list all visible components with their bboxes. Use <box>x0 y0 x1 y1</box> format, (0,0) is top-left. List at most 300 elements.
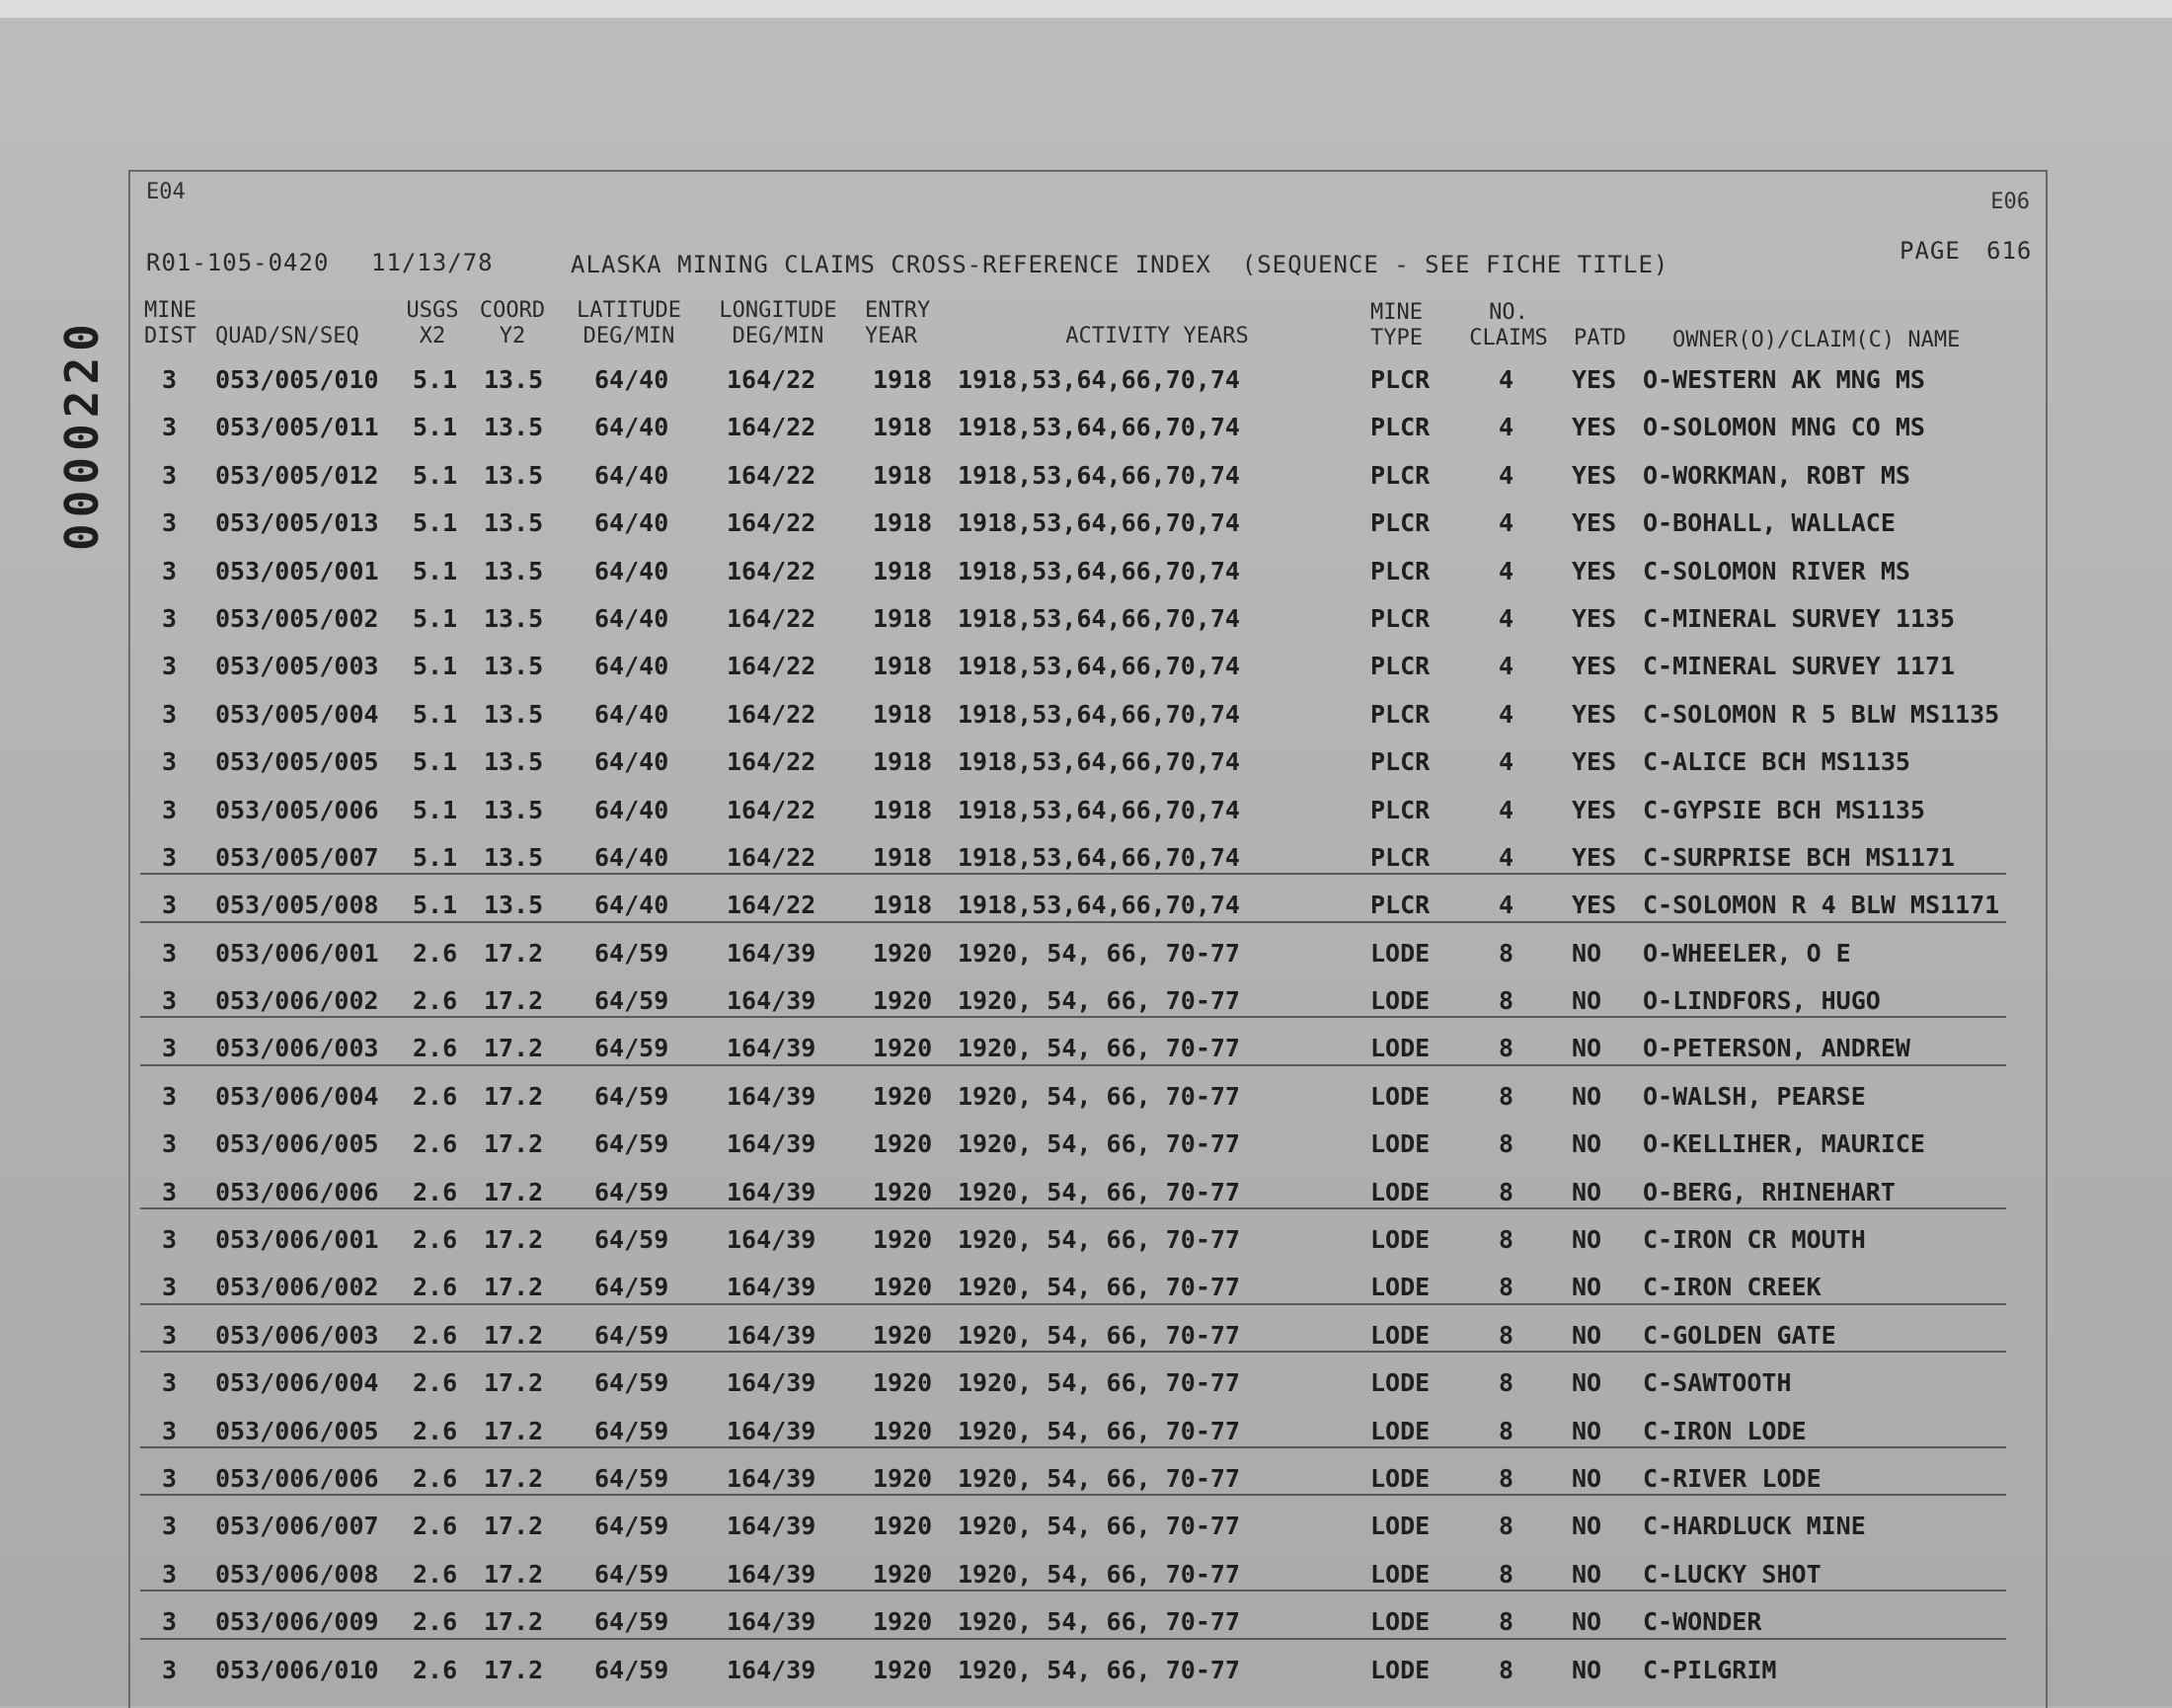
no-claims-cell: 8 <box>1499 1655 1514 1684</box>
longitude-cell: 164/39 <box>727 1416 816 1445</box>
longitude-cell: 164/39 <box>727 1273 816 1302</box>
quad-cell: 053/005/007 <box>215 842 379 872</box>
patd-cell: YES <box>1572 556 1617 585</box>
owner-claim-name-cell: C-GOLDEN GATE <box>1643 1320 1836 1350</box>
mine-type-cell: LODE <box>1370 1416 1431 1445</box>
owner-claim-name-cell: C-WONDER <box>1643 1607 1762 1637</box>
longitude-cell: 164/39 <box>727 1607 816 1637</box>
table-row <box>130 1026 2046 1073</box>
entry-year-cell: 1920 <box>873 1320 933 1350</box>
quad-cell: 053/005/004 <box>215 699 379 729</box>
quad-cell: 053/006/003 <box>215 1034 379 1063</box>
activity-years-cell: 1920, 54, 66, 70-77 <box>958 1655 1240 1684</box>
mine-dist-cell: 3 <box>162 1225 178 1255</box>
x2-cell: 2.6 <box>413 1129 458 1159</box>
latitude-cell: 64/40 <box>594 652 669 681</box>
patd-cell: YES <box>1572 413 1617 442</box>
mine-dist-cell: 3 <box>162 699 178 729</box>
owner-claim-name-cell: C-RIVER LODE <box>1643 1463 1822 1493</box>
activity-years-cell: 1918,53,64,66,70,74 <box>958 603 1240 633</box>
longitude-cell: 164/39 <box>727 1368 816 1398</box>
col-entry-year: ENTRY YEAR <box>865 298 931 349</box>
patd-cell: YES <box>1572 365 1617 394</box>
x2-cell: 2.6 <box>413 1273 458 1302</box>
owner-claim-name-cell: C-GYPSIE BCH MS1135 <box>1643 795 1925 824</box>
mine-type-cell: PLCR <box>1370 365 1431 394</box>
entry-year-cell: 1918 <box>873 508 933 538</box>
y2-cell: 17.2 <box>484 1607 544 1637</box>
x2-cell: 5.1 <box>413 603 458 633</box>
table-row <box>130 883 2046 930</box>
report-title: ALASKA MINING CLAIMS CROSS-REFERENCE INDEX (SEQUENCE - SEE FICHE TITLE) <box>571 251 1669 278</box>
quad-cell: 053/006/005 <box>215 1129 379 1159</box>
activity-years-cell: 1920, 54, 66, 70-77 <box>958 1416 1240 1445</box>
y2-cell: 13.5 <box>484 842 544 872</box>
latitude-cell: 64/40 <box>594 795 669 824</box>
col-x2: USGS X2 <box>406 298 459 349</box>
no-claims-cell: 8 <box>1499 1512 1514 1541</box>
y2-cell: 13.5 <box>484 365 544 394</box>
longitude-cell: 164/22 <box>727 413 816 442</box>
activity-years-cell: 1920, 54, 66, 70-77 <box>958 1559 1240 1589</box>
entry-year-cell: 1920 <box>873 1177 933 1206</box>
mine-type-cell: PLCR <box>1370 603 1431 633</box>
quad-cell: 053/006/002 <box>215 986 379 1016</box>
entry-year-cell: 1918 <box>873 556 933 585</box>
no-claims-cell: 4 <box>1499 747 1514 777</box>
table-row <box>130 1648 2046 1695</box>
y2-cell: 13.5 <box>484 747 544 777</box>
no-claims-cell: 4 <box>1499 413 1514 442</box>
x2-cell: 5.1 <box>413 795 458 824</box>
no-claims-cell: 4 <box>1499 699 1514 729</box>
mine-type-cell: PLCR <box>1370 413 1431 442</box>
entry-year-cell: 1918 <box>873 652 933 681</box>
no-claims-cell: 8 <box>1499 1034 1514 1063</box>
no-claims-cell: 8 <box>1499 1368 1514 1398</box>
latitude-cell: 64/40 <box>594 891 669 920</box>
longitude-cell: 164/22 <box>727 652 816 681</box>
latitude-cell: 64/59 <box>594 1655 669 1684</box>
owner-claim-name-cell: C-MINERAL SURVEY 1135 <box>1643 603 1956 633</box>
entry-year-cell: 1918 <box>873 460 933 490</box>
mine-type-cell: PLCR <box>1370 460 1431 490</box>
owner-claim-name-cell: C-IRON LODE <box>1643 1416 1807 1445</box>
no-claims-cell: 4 <box>1499 891 1514 920</box>
owner-claim-name-cell: O-BERG, RHINEHART <box>1643 1177 1896 1206</box>
table-row <box>130 931 2046 978</box>
table-row <box>130 644 2046 691</box>
no-claims-cell: 4 <box>1499 603 1514 633</box>
mine-dist-cell: 3 <box>162 1655 178 1684</box>
mine-dist-cell: 3 <box>162 508 178 538</box>
quad-cell: 053/005/003 <box>215 652 379 681</box>
patd-cell: NO <box>1572 1081 1602 1111</box>
quad-cell: 053/005/012 <box>215 460 379 490</box>
longitude-cell: 164/39 <box>727 1225 816 1255</box>
longitude-cell: 164/22 <box>727 556 816 585</box>
patd-cell: NO <box>1572 1512 1602 1541</box>
table-row <box>130 1313 2046 1360</box>
no-claims-cell: 8 <box>1499 1559 1514 1589</box>
patd-cell: NO <box>1572 1177 1602 1206</box>
no-claims-cell: 8 <box>1499 938 1514 968</box>
mine-dist-cell: 3 <box>162 1559 178 1589</box>
activity-years-cell: 1920, 54, 66, 70-77 <box>958 1463 1240 1493</box>
owner-claim-name-cell: O-LINDFORS, HUGO <box>1643 986 1881 1016</box>
patd-cell: YES <box>1572 460 1617 490</box>
mine-type-cell: LODE <box>1370 1368 1431 1398</box>
mine-dist-cell: 3 <box>162 842 178 872</box>
activity-years-cell: 1918,53,64,66,70,74 <box>958 747 1240 777</box>
patd-cell: YES <box>1572 699 1617 729</box>
owner-claim-name-cell: C-SURPRISE BCH MS1171 <box>1643 842 1956 872</box>
owner-claim-name-cell: O-SOLOMON MNG CO MS <box>1643 413 1925 442</box>
mine-type-cell: LODE <box>1370 1034 1431 1063</box>
mine-dist-cell: 3 <box>162 986 178 1016</box>
mine-dist-cell: 3 <box>162 747 178 777</box>
quad-cell: 053/005/005 <box>215 747 379 777</box>
x2-cell: 2.6 <box>413 1416 458 1445</box>
entry-year-cell: 1918 <box>873 413 933 442</box>
patd-cell: YES <box>1572 842 1617 872</box>
x2-cell: 2.6 <box>413 1225 458 1255</box>
activity-years-cell: 1918,53,64,66,70,74 <box>958 556 1240 585</box>
x2-cell: 5.1 <box>413 365 458 394</box>
mine-dist-cell: 3 <box>162 365 178 394</box>
entry-year-cell: 1920 <box>873 1225 933 1255</box>
owner-claim-name-cell: C-ALICE BCH MS1135 <box>1643 747 1910 777</box>
corner-mark-left: E04 <box>146 180 186 204</box>
quad-cell: 053/006/001 <box>215 1225 379 1255</box>
patd-cell: NO <box>1572 1225 1602 1255</box>
mine-dist-cell: 3 <box>162 652 178 681</box>
y2-cell: 17.2 <box>484 1034 544 1063</box>
patd-cell: NO <box>1572 1416 1602 1445</box>
no-claims-cell: 8 <box>1499 1463 1514 1493</box>
owner-claim-name-cell: C-LUCKY SHOT <box>1643 1559 1822 1589</box>
owner-claim-name-cell: C-MINERAL SURVEY 1171 <box>1643 652 1956 681</box>
quad-cell: 053/006/008 <box>215 1559 379 1589</box>
table-row <box>130 1217 2046 1265</box>
owner-claim-name-cell: C-HARDLUCK MINE <box>1643 1512 1866 1541</box>
quad-cell: 053/006/001 <box>215 938 379 968</box>
latitude-cell: 64/59 <box>594 1225 669 1255</box>
no-claims-cell: 8 <box>1499 1320 1514 1350</box>
mine-dist-cell: 3 <box>162 1034 178 1063</box>
table-row <box>130 1552 2046 1599</box>
latitude-cell: 64/40 <box>594 365 669 394</box>
activity-years-cell: 1920, 54, 66, 70-77 <box>958 1512 1240 1541</box>
activity-years-cell: 1920, 54, 66, 70-77 <box>958 1607 1240 1637</box>
table-row <box>130 739 2046 787</box>
patd-cell: YES <box>1572 652 1617 681</box>
x2-cell: 2.6 <box>413 1512 458 1541</box>
x2-cell: 5.1 <box>413 652 458 681</box>
y2-cell: 13.5 <box>484 699 544 729</box>
no-claims-cell: 4 <box>1499 556 1514 585</box>
no-claims-cell: 4 <box>1499 460 1514 490</box>
activity-years-cell: 1918,53,64,66,70,74 <box>958 652 1240 681</box>
y2-cell: 17.2 <box>484 938 544 968</box>
x2-cell: 5.1 <box>413 508 458 538</box>
x2-cell: 5.1 <box>413 699 458 729</box>
longitude-cell: 164/39 <box>727 1177 816 1206</box>
col-y2: COORD Y2 <box>479 298 546 349</box>
mine-type-cell: LODE <box>1370 1607 1431 1637</box>
mine-type-cell: LODE <box>1370 1512 1431 1541</box>
y2-cell: 17.2 <box>484 1463 544 1493</box>
page-label: PAGE <box>1900 237 1961 265</box>
owner-claim-name-cell: C-PILGRIM <box>1643 1655 1777 1684</box>
entry-year-cell: 1918 <box>873 747 933 777</box>
latitude-cell: 64/59 <box>594 986 669 1016</box>
owner-claim-name-cell: O-WORKMAN, ROBT MS <box>1643 460 1910 490</box>
mine-type-cell: LODE <box>1370 1463 1431 1493</box>
patd-cell: NO <box>1572 1320 1602 1350</box>
quad-cell: 053/006/006 <box>215 1177 379 1206</box>
quad-cell: 053/005/013 <box>215 508 379 538</box>
x2-cell: 2.6 <box>413 1320 458 1350</box>
patd-cell: NO <box>1572 1559 1602 1589</box>
longitude-cell: 164/22 <box>727 603 816 633</box>
no-claims-cell: 8 <box>1499 1225 1514 1255</box>
col-no-claims: NO. CLAIMS <box>1469 300 1548 350</box>
entry-year-cell: 1920 <box>873 986 933 1016</box>
longitude-cell: 164/22 <box>727 699 816 729</box>
table-row <box>130 835 2046 883</box>
owner-claim-name-cell: O-WHEELER, O E <box>1643 938 1851 968</box>
patd-cell: NO <box>1572 1368 1602 1398</box>
mine-type-cell: PLCR <box>1370 747 1431 777</box>
x2-cell: 2.6 <box>413 1034 458 1063</box>
mine-type-cell: PLCR <box>1370 652 1431 681</box>
longitude-cell: 164/39 <box>727 1320 816 1350</box>
longitude-cell: 164/22 <box>727 842 816 872</box>
mine-type-cell: PLCR <box>1370 795 1431 824</box>
table-row <box>130 1122 2046 1169</box>
mine-type-cell: LODE <box>1370 1273 1431 1302</box>
no-claims-cell: 8 <box>1499 1273 1514 1302</box>
y2-cell: 17.2 <box>484 1129 544 1159</box>
y2-cell: 17.2 <box>484 1273 544 1302</box>
latitude-cell: 64/59 <box>594 1273 669 1302</box>
entry-year-cell: 1920 <box>873 1463 933 1493</box>
y2-cell: 17.2 <box>484 986 544 1016</box>
patd-cell: YES <box>1572 891 1617 920</box>
activity-years-cell: 1920, 54, 66, 70-77 <box>958 1177 1240 1206</box>
mine-dist-cell: 3 <box>162 556 178 585</box>
longitude-cell: 164/39 <box>727 986 816 1016</box>
mine-dist-cell: 3 <box>162 413 178 442</box>
quad-cell: 053/006/010 <box>215 1655 379 1684</box>
printout-sheet <box>128 170 2048 1708</box>
latitude-cell: 64/59 <box>594 1129 669 1159</box>
y2-cell: 13.5 <box>484 603 544 633</box>
col-mine-type: MINE TYPE <box>1370 300 1423 350</box>
y2-cell: 17.2 <box>484 1368 544 1398</box>
entry-year-cell: 1920 <box>873 1559 933 1589</box>
mine-dist-cell: 3 <box>162 1463 178 1493</box>
table-row <box>130 596 2046 644</box>
latitude-cell: 64/40 <box>594 842 669 872</box>
mine-dist-cell: 3 <box>162 1129 178 1159</box>
mine-dist-cell: 3 <box>162 891 178 920</box>
mine-type-cell: LODE <box>1370 938 1431 968</box>
quad-cell: 053/005/008 <box>215 891 379 920</box>
x2-cell: 5.1 <box>413 747 458 777</box>
patd-cell: NO <box>1572 1655 1602 1684</box>
x2-cell: 2.6 <box>413 1081 458 1111</box>
mine-dist-cell: 3 <box>162 1320 178 1350</box>
x2-cell: 5.1 <box>413 556 458 585</box>
mine-type-cell: LODE <box>1370 1559 1431 1589</box>
quad-cell: 053/005/010 <box>215 365 379 394</box>
scanner-top-strip <box>0 0 2172 18</box>
latitude-cell: 64/40 <box>594 556 669 585</box>
latitude-cell: 64/40 <box>594 460 669 490</box>
latitude-cell: 64/40 <box>594 603 669 633</box>
entry-year-cell: 1918 <box>873 603 933 633</box>
activity-years-cell: 1918,53,64,66,70,74 <box>958 795 1240 824</box>
mine-dist-cell: 3 <box>162 1368 178 1398</box>
patd-cell: NO <box>1572 986 1602 1016</box>
report-id: R01-105-0420 <box>146 249 330 276</box>
quad-cell: 053/006/002 <box>215 1273 379 1302</box>
table-row <box>130 1409 2046 1456</box>
no-claims-cell: 8 <box>1499 1607 1514 1637</box>
longitude-cell: 164/39 <box>727 1129 816 1159</box>
y2-cell: 13.5 <box>484 795 544 824</box>
mine-dist-cell: 3 <box>162 938 178 968</box>
mine-type-cell: LODE <box>1370 1081 1431 1111</box>
activity-years-cell: 1918,53,64,66,70,74 <box>958 842 1240 872</box>
col-longitude: LONGITUDE DEG/MIN <box>719 298 837 349</box>
quad-cell: 053/006/009 <box>215 1607 379 1637</box>
no-claims-cell: 4 <box>1499 365 1514 394</box>
table-row <box>130 1599 2046 1647</box>
activity-years-cell: 1918,53,64,66,70,74 <box>958 699 1240 729</box>
x2-cell: 2.6 <box>413 1177 458 1206</box>
quad-cell: 053/006/004 <box>215 1081 379 1111</box>
mine-type-cell: PLCR <box>1370 842 1431 872</box>
table-row <box>130 692 2046 739</box>
latitude-cell: 64/59 <box>594 938 669 968</box>
table-row <box>130 978 2046 1026</box>
owner-claim-name-cell: C-IRON CREEK <box>1643 1273 1822 1302</box>
longitude-cell: 164/39 <box>727 1512 816 1541</box>
mine-dist-cell: 3 <box>162 603 178 633</box>
x2-cell: 2.6 <box>413 938 458 968</box>
patd-cell: YES <box>1572 795 1617 824</box>
y2-cell: 13.5 <box>484 460 544 490</box>
latitude-cell: 64/59 <box>594 1607 669 1637</box>
y2-cell: 13.5 <box>484 413 544 442</box>
col-mine-dist: MINE DIST <box>144 298 196 349</box>
x2-cell: 5.1 <box>413 460 458 490</box>
owner-claim-name-cell: C-SAWTOOTH <box>1643 1368 1792 1398</box>
table-row <box>130 1360 2046 1408</box>
x2-cell: 2.6 <box>413 1368 458 1398</box>
longitude-cell: 164/22 <box>727 891 816 920</box>
col-activity-years: ACTIVITY YEARS <box>1065 324 1249 349</box>
no-claims-cell: 4 <box>1499 842 1514 872</box>
claims-table-body <box>130 357 2046 1695</box>
report-date: 11/13/78 <box>371 249 494 276</box>
longitude-cell: 164/22 <box>727 795 816 824</box>
mine-type-cell: PLCR <box>1370 699 1431 729</box>
quad-cell: 053/005/002 <box>215 603 379 633</box>
x2-cell: 5.1 <box>413 842 458 872</box>
owner-claim-name-cell: O-BOHALL, WALLACE <box>1643 508 1896 538</box>
mine-dist-cell: 3 <box>162 1177 178 1206</box>
activity-years-cell: 1918,53,64,66,70,74 <box>958 891 1240 920</box>
no-claims-cell: 4 <box>1499 652 1514 681</box>
activity-years-cell: 1918,53,64,66,70,74 <box>958 365 1240 394</box>
page-number: 616 <box>1986 237 2033 265</box>
y2-cell: 17.2 <box>484 1416 544 1445</box>
latitude-cell: 64/40 <box>594 508 669 538</box>
no-claims-cell: 8 <box>1499 1129 1514 1159</box>
mine-dist-cell: 3 <box>162 1512 178 1541</box>
y2-cell: 13.5 <box>484 891 544 920</box>
patd-cell: YES <box>1572 508 1617 538</box>
x2-cell: 5.1 <box>413 891 458 920</box>
x2-cell: 2.6 <box>413 1463 458 1493</box>
owner-claim-name-cell: C-SOLOMON R 4 BLW MS1171 <box>1643 891 2000 920</box>
entry-year-cell: 1920 <box>873 938 933 968</box>
mine-type-cell: LODE <box>1370 1320 1431 1350</box>
owner-claim-name-cell: O-WESTERN AK MNG MS <box>1643 365 1925 394</box>
no-claims-cell: 8 <box>1499 1416 1514 1445</box>
patd-cell: YES <box>1572 747 1617 777</box>
mine-dist-cell: 3 <box>162 795 178 824</box>
latitude-cell: 64/59 <box>594 1034 669 1063</box>
entry-year-cell: 1918 <box>873 365 933 394</box>
activity-years-cell: 1920, 54, 66, 70-77 <box>958 1368 1240 1398</box>
longitude-cell: 164/22 <box>727 365 816 394</box>
mine-dist-cell: 3 <box>162 460 178 490</box>
latitude-cell: 64/59 <box>594 1320 669 1350</box>
quad-cell: 053/006/005 <box>215 1416 379 1445</box>
patd-cell: NO <box>1572 938 1602 968</box>
no-claims-cell: 8 <box>1499 986 1514 1016</box>
longitude-cell: 164/39 <box>727 1034 816 1063</box>
y2-cell: 13.5 <box>484 652 544 681</box>
y2-cell: 17.2 <box>484 1655 544 1684</box>
latitude-cell: 64/40 <box>594 413 669 442</box>
y2-cell: 17.2 <box>484 1320 544 1350</box>
patd-cell: NO <box>1572 1273 1602 1302</box>
y2-cell: 13.5 <box>484 556 544 585</box>
patd-cell: NO <box>1572 1607 1602 1637</box>
no-claims-cell: 4 <box>1499 508 1514 538</box>
longitude-cell: 164/39 <box>727 1463 816 1493</box>
corner-mark-right: E06 <box>1990 190 2030 214</box>
side-code: 0000220 <box>55 318 109 551</box>
y2-cell: 17.2 <box>484 1559 544 1589</box>
mine-dist-cell: 3 <box>162 1416 178 1445</box>
table-row <box>130 1170 2046 1217</box>
activity-years-cell: 1920, 54, 66, 70-77 <box>958 938 1240 968</box>
entry-year-cell: 1918 <box>873 842 933 872</box>
latitude-cell: 64/59 <box>594 1416 669 1445</box>
longitude-cell: 164/39 <box>727 1655 816 1684</box>
owner-claim-name-cell: C-IRON CR MOUTH <box>1643 1225 1866 1255</box>
latitude-cell: 64/59 <box>594 1177 669 1206</box>
quad-cell: 053/005/001 <box>215 556 379 585</box>
entry-year-cell: 1920 <box>873 1512 933 1541</box>
